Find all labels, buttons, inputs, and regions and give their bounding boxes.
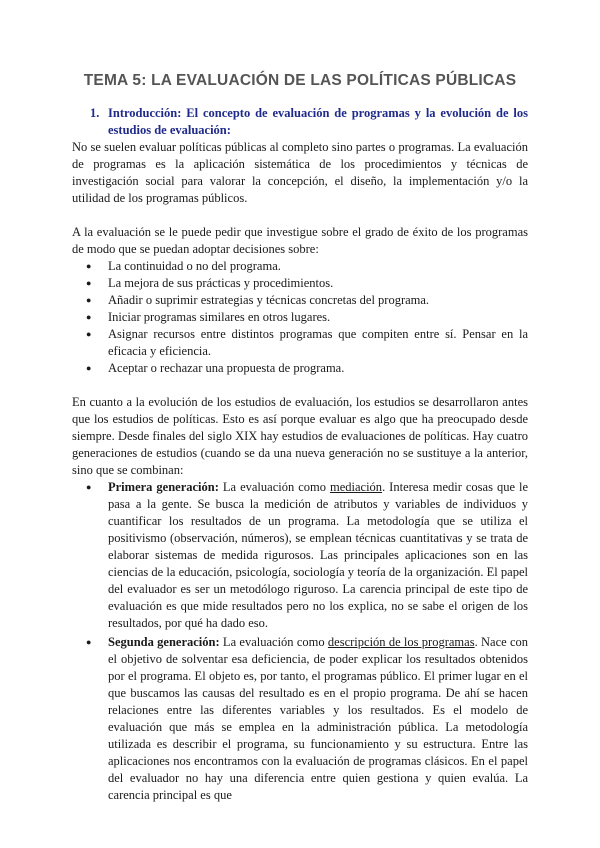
page-title: TEMA 5: LA EVALUACIÓN DE LAS POLÍTICAS PÚBLICAS — [83, 72, 517, 89]
bullet-icon: ● — [86, 637, 92, 647]
list-item: ● Añadir o suprimir estrategias y técnicas concretas del programa. — [86, 293, 430, 307]
decision-bullet-list — [72, 258, 528, 377]
section-heading-text: Introducción: El concepto de evaluación de programas y la evolución de los estudios de evaluación: — [108, 106, 528, 137]
bullet-icon: ● — [86, 312, 92, 322]
paragraph-evolution: En cuanto a la evolución de los estudios de evaluación, los estudios se desarrollaron antes que los estudios de políticas. Esto es así porque evaluar es algo que ha preocupado desde siempre. Desde finales del siglo XIX hay estudios de evaluaciones de políticas. Hay cuatro generaciones de estudios (cuando se da una nueva generación no se sustituye a la anterior, sino que se combinan: — [72, 395, 528, 477]
list-item: ● La mejora de sus prácticas y procedimientos. — [86, 276, 334, 290]
bullet-icon: ● — [86, 329, 92, 339]
generation-label: Primera generación: — [108, 480, 219, 494]
paragraph-spacer — [72, 377, 528, 394]
paragraph-decisions: A la evaluación se le puede pedir que investigue sobre el grado de éxito de los programas de modo que se puedan adoptar decisiones sobre: — [72, 225, 528, 256]
generation-item-second: ● Segunda generación: La evaluación como descripción de los programas. Nace con el objetivo de solventar esa deficiencia, de poder explicar los resultados obtenidos por el programa. El objeto es, por tanto, el programas público. El primer lugar en el que buscamos las causas del resultado es en el propio programa. De ahí se hacen relaciones entre las diferentes variables y los resultados. Es el modelo de evaluación que más se emplea en la administración pública. La metodología utilizada es describir el programa, su funcionamiento y su estructura. Entre las aplicaciones nos encontramos con la evaluación de programas clásicos. En el papel del evaluador no hay una diferencia entre quien gestiona y quien evalúa. La carencia principal es que — [86, 635, 529, 802]
generation-item-first: ● Primera generación: La evaluación como mediación. Interesa medir cosas que le pasa a la gente. Se busca la medición de atributos y variables de individuos y cuantificar los resultados de un programa. La metodología que se utiliza el positivismo (observación, números), se emplean técnicas cuantitativas y se trata de elaborar sistemas de medida rigurosos. Las principales aplicaciones son en las ciencias de la educación, psicología, sociología y teoría de la organización. El papel del evaluador es ser un metodólogo riguroso. La carencia principal de este tipo de evaluación es que mide resultados pero no los explica, no se sabe el origen de los resultados, por qué ha dado eso. — [86, 480, 529, 630]
list-item: ● La continuidad o no del programa. — [86, 259, 281, 273]
list-item: ● Iniciar programas similares en otros lugares. — [86, 310, 331, 324]
list-item: ● Asignar recursos entre distintos programas que compiten entre sí. Pensar en la eficacia y eficiencia. — [86, 327, 528, 358]
bullet-icon: ● — [86, 278, 92, 288]
section-heading — [72, 105, 528, 139]
list-item: ● Aceptar o rechazar una propuesta de programa. — [86, 361, 345, 375]
generation-label: Segunda generación: — [108, 635, 220, 649]
bullet-icon: ● — [86, 261, 92, 271]
paragraph-intro: No se suelen evaluar políticas públicas al completo sino partes o programas. La evaluación de programas es la aplicación sistemática de los procedimientos y técnicas de investigación social para valorar la concepción, el diseño, la implementación y/o la utilidad de los programas públicos. — [72, 140, 528, 205]
generations-list — [72, 479, 528, 804]
bullet-icon: ● — [86, 295, 92, 305]
generation-term: mediación — [329, 480, 383, 494]
section-number: 1. — [90, 106, 100, 120]
generation-term: descripción de los programas — [327, 635, 475, 649]
bullet-icon: ● — [86, 482, 92, 492]
paragraph-spacer — [72, 207, 528, 224]
bullet-icon: ● — [86, 363, 92, 373]
